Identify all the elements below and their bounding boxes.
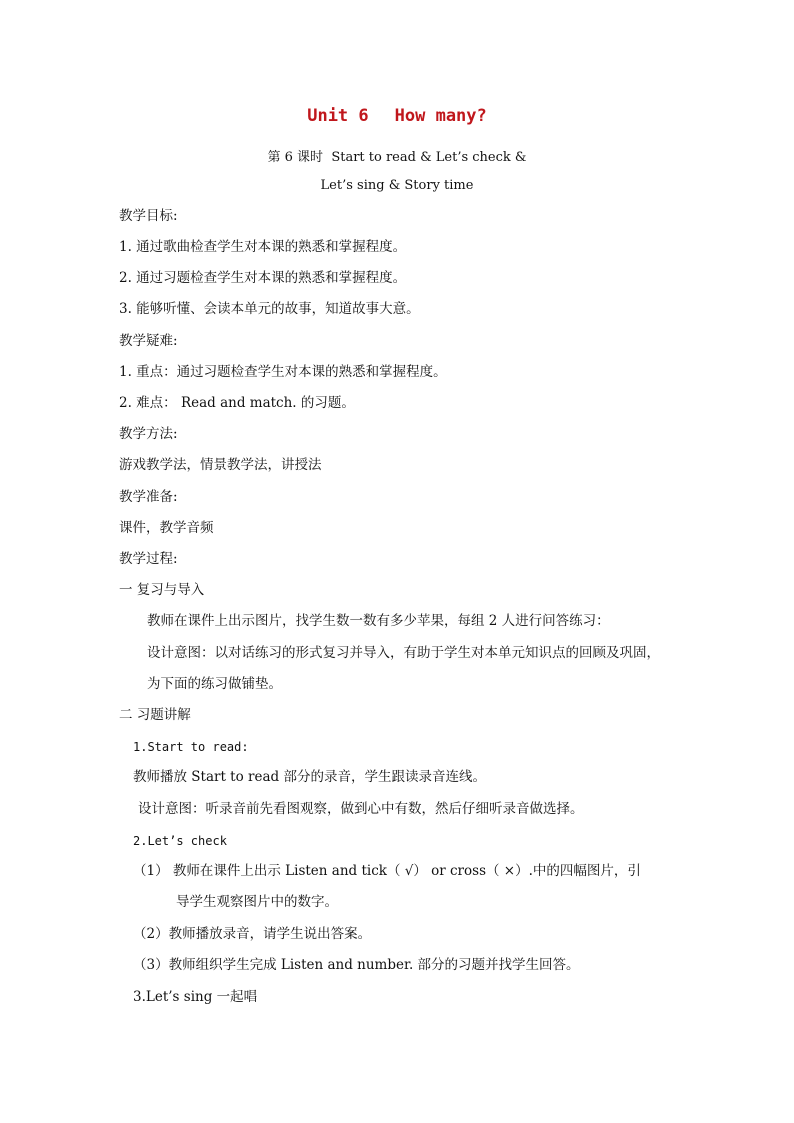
check-step-3: （3）教师组织学生完成 Listen and number. 部分的习题并找学生回答。 — [133, 957, 580, 973]
heading-process: 教学过程: — [119, 551, 178, 567]
start-to-read-activity: 教师播放 Start to read 部分的录音，学生跟读录音连线。 — [133, 769, 486, 785]
objective-3: 3. 能够听懂、会读本单元的故事，知道故事大意。 — [119, 301, 420, 317]
item-lets-check: 2.Let’s check — [133, 834, 227, 848]
objective-2: 2. 通过习题检查学生对本课的熟悉和掌握程度。 — [119, 270, 407, 286]
review-activity: 教师在课件上出示图片，找学生数一数有多少苹果，每组 2 人进行问答练习： — [147, 613, 610, 629]
difficulty-2: 2. 难点： Read and match. 的习题。 — [119, 395, 355, 411]
heading-objectives: 教学目标: — [119, 208, 178, 224]
section-exercise-heading: 二 习题讲解 — [119, 707, 191, 723]
section-review-heading: 一 复习与导入 — [119, 582, 205, 598]
item-start-to-read: 1.Start to read: — [133, 740, 249, 754]
lesson-subtitle-line-2: Let’s sing & Story time — [320, 178, 474, 193]
heading-methods: 教学方法: — [119, 426, 178, 442]
review-design-intent: 设计意图：以对话练习的形式复习并导入，有助于学生对本单元知识点的回顾及巩固， — [147, 645, 660, 661]
methods-text: 游戏教学法，情景教学法，讲授法 — [119, 457, 322, 473]
title-main: How many? — [394, 106, 487, 126]
start-to-read-design-intent: 设计意图：听录音前先看图观察，做到心中有数，然后仔细听录音做选择。 — [138, 801, 584, 817]
heading-difficulties: 教学疑难: — [119, 333, 178, 349]
difficulty-1: 1. 重点：通过习题检查学生对本课的熟悉和掌握程度。 — [119, 364, 447, 380]
objective-1: 1. 通过歌曲检查学生对本课的熟悉和掌握程度。 — [119, 239, 407, 255]
check-step-2: （2）教师播放录音，请学生说出答案。 — [133, 926, 372, 942]
lesson-subtitle-line-1: 第 6 课时 Start to read & Let’s check & — [267, 150, 527, 165]
heading-preparation: 教学准备: — [119, 489, 178, 505]
title-unit: Unit 6 — [307, 106, 369, 126]
review-design-intent-cont: 为下面的练习做铺垫。 — [147, 676, 282, 692]
document-title — [0, 106, 794, 126]
check-step-1: （1） 教师在课件上出示 Listen and tick（ √） or cross（ ×）.中的四幅图片，引 — [133, 863, 641, 879]
item-lets-sing: 3.Let’s sing 一起唱 — [133, 989, 258, 1005]
preparation-text: 课件，教学音频 — [119, 520, 214, 536]
check-step-1-cont: 导学生观察图片中的数字。 — [176, 894, 338, 910]
